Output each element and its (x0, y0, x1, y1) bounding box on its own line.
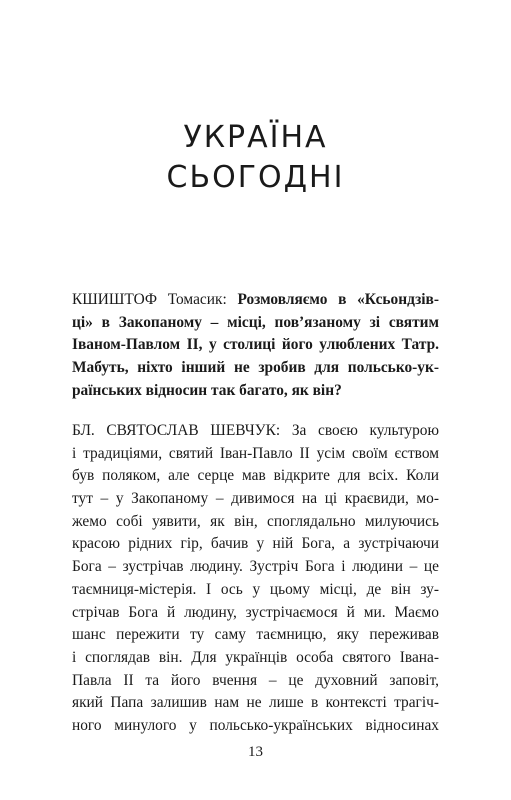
answer-line: і споглядав він. Для українців особа святого Івана- (72, 648, 439, 666)
question-line: КШИШТОФ Томасик: Розмовляємо в «Ксьондзів- (72, 291, 439, 308)
respondent-name: БЛ. СВЯТОСЛАВ ШЕВЧУК: (72, 422, 281, 439)
answer-line: жемо собі уявити, як він, споглядально милуючись (72, 512, 439, 530)
answer-line: тут – у Закопаному – дивимося на ці краєвиди, мо- (72, 490, 439, 508)
answer-line: БЛ. СВЯТОСЛАВ ШЕВЧУК: За своєю культурою (72, 422, 439, 439)
question-line: ці» в Закопаному – місці, пов’язаному зі святим (72, 313, 439, 331)
question-line: Мабуть, ніхто інший не зробив для польсько-ук- (72, 359, 439, 377)
interviewer-name: КШИШТОФ Томасик: (72, 291, 227, 308)
page-number: 13 (248, 744, 263, 760)
question-line: раїнських відносин так багато, як він? (72, 381, 342, 399)
answer-line: ного минулого у польсько-українських відносинах (72, 716, 439, 734)
answer-line: стрічав Бога й людину, зустрічаємося й ми. Маємо (72, 603, 439, 621)
answer-line: таємниця-містерія. І ось у цьому місці, де він зу- (72, 580, 439, 598)
question-line: Іваном-Павлом ІІ, у столиці його улюблених Татр. (72, 336, 439, 354)
answer-line: який Папа залишив нам не лише в контексті трагіч- (72, 694, 439, 712)
interviewer-question (72, 289, 439, 402)
answer-line: Павла ІІ та його вчення – це духовний заповіт, (72, 671, 439, 689)
respondent-answer (72, 420, 439, 738)
chapter-title-line-2: СЬОГОДНІ (166, 160, 345, 195)
answer-line: Бога – зустрічав людину. Зустріч Бога і людини – це (72, 558, 439, 576)
answer-line: красою рідних гір, бачив у ній Бога, а зустрічаючи (72, 535, 439, 553)
answer-line: був поляком, але серце мав відкрите для всіх. Коли (72, 467, 439, 485)
answer-line: шанс пережити ту саму таємницю, яку переживав (72, 626, 439, 644)
answer-line: і традиціями, святий Іван-Павло ІІ усім своїм єством (72, 444, 439, 462)
chapter-title-line-1: УКРАЇНА (183, 120, 328, 155)
